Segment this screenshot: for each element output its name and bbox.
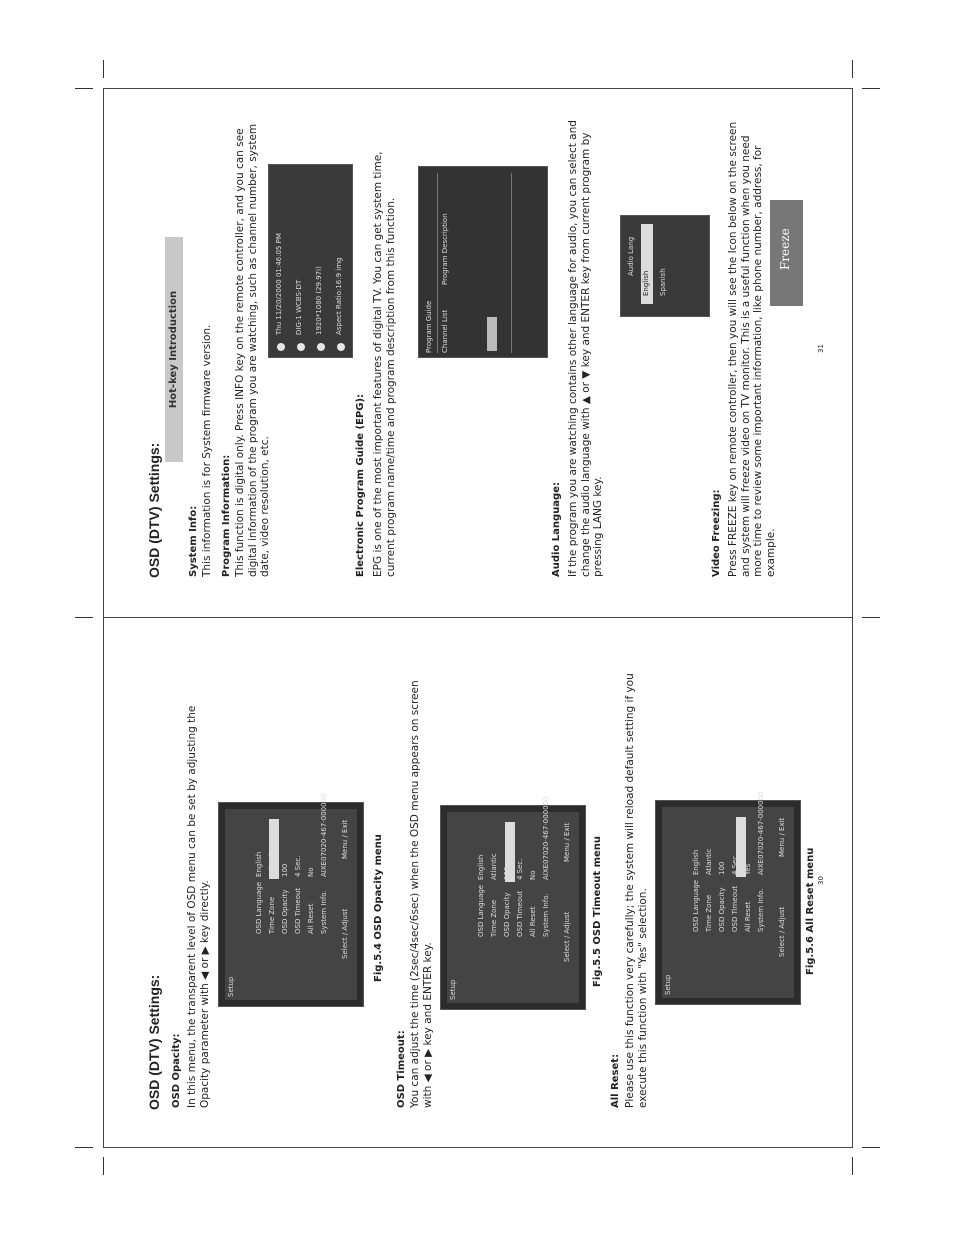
audio-lang-option-1: English [642, 270, 650, 296]
all-reset-screenshot [655, 791, 801, 1005]
page-divider [103, 617, 853, 618]
epg-channel-list: Channel List [441, 309, 449, 353]
setup-menu-label: OSD Language [692, 879, 700, 932]
setup-menu-footer-left: Select / Adjust [563, 911, 571, 962]
setup-menu-label: OSD Timeout [516, 890, 524, 937]
system-info-title: System Info: [188, 505, 199, 577]
setup-menu-label: Time Zone [490, 899, 498, 937]
screenshot-content [447, 796, 579, 1003]
video-freezing-body: Press FREEZE key on remote controller, then you will see the Icon below on the screen and system will freeze video on TV monitor. This is a useful function when you need more time to review some important information, like phone number, address, for example. [727, 121, 777, 577]
program-info-body: This function is digital only. Press INFO key on the remote controller, and you can see digital information of the program you are watching, such as channel number, system date, video resolution, etc. [234, 123, 271, 577]
program-info-screenshot [268, 164, 353, 358]
setup-menu-value: English [255, 851, 263, 877]
crop-mark-top-left-h [75, 88, 93, 89]
audio-lang-screen-title: Audio Lang [627, 236, 635, 276]
setup-menu-label: OSD Opacity [503, 892, 511, 937]
setup-menu-value: AIXE07020-467-000000 [757, 791, 765, 875]
setup-menu-label: OSD Opacity [718, 887, 726, 932]
osd-opacity-body: In this menu, the transparent level of OSD menu can be set by adjusting the Opacity parameter with ◀ or ▶ key directly. [186, 705, 211, 1108]
setup-menu-value: AIXE07020-467-000000 [320, 793, 328, 877]
setup-menu-label: OSD Language [477, 884, 485, 937]
video-freezing-title: Video Freezing: [711, 489, 722, 577]
setup-menu-label: All Reset [744, 901, 752, 932]
setup-menu-label: All Reset [529, 906, 537, 937]
setup-menu-value: Yes [744, 863, 752, 875]
setup-menu-label: OSD Opacity [281, 889, 289, 934]
setup-menu-label: OSD Timeout [731, 885, 739, 932]
osd-timeout-body: You can adjust the time (2sec/4sec/6sec) when the OSD menu appears on screen with ◀ or ▶ key and ENTER key. [409, 680, 434, 1108]
info-row-1: Thu 11/20/2000 01:46:05 PM [275, 233, 283, 335]
crop-mark-top-right-v [852, 60, 853, 78]
epg-title: Electronic Program Guide (EPG): [355, 393, 366, 577]
setup-menu-title: Setup [449, 979, 457, 1000]
setup-menu-title: Setup [664, 974, 672, 995]
info-bullet [277, 343, 285, 351]
setup-menu-value: 100 [503, 866, 511, 880]
osd-opacity-screenshot [218, 793, 364, 1007]
audio-language-screenshot [620, 215, 710, 317]
setup-menu-value: 100 [281, 863, 289, 877]
setup-menu-value: AIXE07020-467-000000 [542, 796, 550, 880]
setup-menu-value: Atlantic [705, 848, 713, 875]
osd-timeout-title: OSD Timeout: [396, 1030, 407, 1108]
screenshot-content [225, 793, 357, 1000]
epg-program-description: Program Description [441, 213, 449, 285]
setup-menu-footer-left: Select / Adjust [778, 906, 786, 957]
audio-language-body: If the program you are watching contains other language for audio, you can select and change the audio language with ▲ or ▼ key and ENTER key from current program by pressing LANG key. [567, 120, 604, 577]
right-page-number: 31 [817, 344, 825, 353]
setup-menu-value: 4 Sec. [294, 855, 302, 877]
epg-divider [437, 173, 438, 353]
setup-menu-value: 100 [718, 861, 726, 875]
info-row-3: 1920*1080 (29.97i) [315, 266, 323, 335]
fig56-caption: Fig.5.6 All Reset menu [805, 847, 816, 975]
screenshot-content [662, 791, 794, 998]
osd-opacity-title: OSD Opacity: [171, 1033, 182, 1108]
crop-mark-bottom-left-v [103, 1157, 104, 1175]
setup-menu-title: Setup [227, 976, 235, 997]
epg-divider [511, 173, 512, 353]
all-reset-title: All Reset: [610, 1053, 621, 1108]
setup-menu-value: English [692, 849, 700, 875]
epg-selected-channel [487, 317, 497, 351]
setup-menu-label: System Info. [320, 890, 328, 934]
setup-menu-value: 4 Sec. [516, 858, 524, 880]
freeze-icon [770, 200, 803, 306]
fig55-caption: Fig.5.5 OSD Timeout menu [592, 835, 603, 987]
setup-menu-label: System Info. [757, 888, 765, 932]
setup-menu-footer-right: Menu / Exit [563, 822, 571, 862]
setup-menu-label: OSD Language [255, 881, 263, 934]
info-row-4: Aspect Ratio:16:9 img [335, 257, 343, 335]
hotkey-introduction-banner: Hot-key Introduction [165, 237, 183, 462]
info-row-2: DIG-1 WCBS-DT [295, 279, 303, 335]
fig54-caption: Fig.5.4 OSD Opacity menu [373, 834, 384, 982]
left-page-heading: OSD (DTV) Settings: [146, 974, 162, 1110]
setup-menu-footer-left: Select / Adjust [341, 908, 349, 959]
setup-menu-value: No [307, 867, 315, 877]
setup-menu-footer-right: Menu / Exit [341, 819, 349, 859]
crop-mark-mid-left-h [75, 617, 93, 618]
setup-menu-label: All Reset [307, 903, 315, 934]
setup-menu-label: OSD Timeout [294, 887, 302, 934]
epg-body: EPG is one of the most important features of digital TV. You can get system time, current program name/time and program description from this function. [372, 151, 397, 577]
info-bullet [337, 343, 345, 351]
program-info-title: Program Information: [221, 454, 232, 577]
setup-menu-label: Time Zone [268, 896, 276, 934]
setup-menu-value: Atlantic [490, 853, 498, 880]
setup-menu-footer-right: Menu / Exit [778, 817, 786, 857]
setup-menu-value: 4 Sec. [731, 853, 739, 875]
crop-mark-top-left-v [103, 60, 104, 78]
info-bullet [297, 343, 305, 351]
audio-language-title: Audio Language: [551, 482, 562, 577]
setup-menu-value: No [529, 870, 537, 880]
crop-mark-bottom-left-h [75, 1147, 93, 1148]
osd-timeout-screenshot [440, 796, 586, 1010]
info-bullet [317, 343, 325, 351]
epg-screen-title: Program Guide [425, 300, 433, 353]
setup-menu-value: Atlantic [268, 850, 276, 877]
setup-menu-value: English [477, 854, 485, 880]
setup-menu-label: System Info. [542, 893, 550, 937]
all-reset-body: Please use this function very carefully; the system will reload default setting if you execute this function with "Yes" selection. [624, 673, 649, 1108]
crop-mark-bottom-right-h [862, 1147, 880, 1148]
setup-menu-label: Time Zone [705, 894, 713, 932]
crop-mark-top-right-h [862, 88, 880, 89]
crop-mark-mid-right-h [862, 617, 880, 618]
epg-screenshot [418, 166, 548, 358]
left-page-number: 30 [817, 876, 825, 885]
crop-mark-bottom-right-v [852, 1157, 853, 1175]
audio-lang-option-2: Spanish [659, 268, 667, 296]
system-info-body: This information is for System firmware version. [201, 324, 213, 577]
freeze-icon-label: Freeze [778, 228, 792, 270]
right-page-heading: OSD (DTV) Settings: [146, 442, 162, 578]
